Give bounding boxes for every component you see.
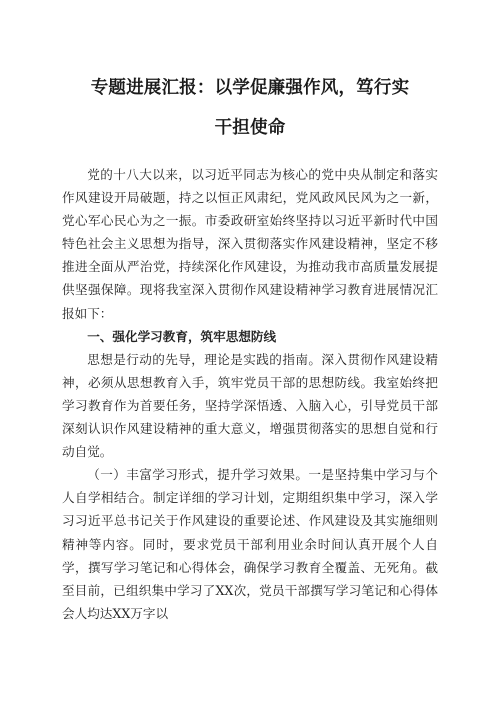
subsection-1-paragraph: （一）丰富学习形式，提升学习效果。一是坚持集中学习与个人自学相结合。制定详细的学习计划，定期组织集中学习，深入学习习近平总书记关于作风建设的重要论述、作风建设及其实施细则精神等内容。同时，要求党员干部利用业余时间认真开展个人自学，撰写学习笔记和心得体会，确保学习教育全覆盖、无死角。截至目前，已组织集中学习了XX次，党员干部撰写学习笔记和心得体会人均达XX万字以 (62, 467, 438, 621)
section-heading-1: 一、强化学习教育，筑牢思想防线 (87, 328, 277, 344)
document-title-line2: 干担使命 (214, 118, 286, 138)
document-title-line1: 专题进展汇报：以学促廉强作风，笃行实 (90, 78, 410, 98)
section-1-paragraph: 思想是行动的先导，理论是实践的指南。深入贯彻作风建设精神，必须从思想教育入手，筑牢党员干部的思想防线。我室始终把学习教育作为首要任务，坚持学深悟透、入脑入心，引导党员干部深刻认识作风建设精神的重大意义，增强贯彻落实的思想自觉和行动自觉。 (62, 351, 438, 460)
intro-paragraph: 党的十八大以来，以习近平同志为核心的党中央从制定和落实作风建设开局破题，持之以恒正风肃纪，党风政风民风为之一新，党心军心民心为之一振。市委政研室始终坚持以习近平新时代中国特色社会主义思想为指导，深入贯彻落实作风建设精神，坚定不移推进全面从严治党，持续深化作风建设，为推动我市高质量发展提供坚强保障。现将我室深入贯彻作风建设精神学习教育进展情况汇报如下： (62, 167, 438, 321)
document-body (62, 163, 438, 625)
